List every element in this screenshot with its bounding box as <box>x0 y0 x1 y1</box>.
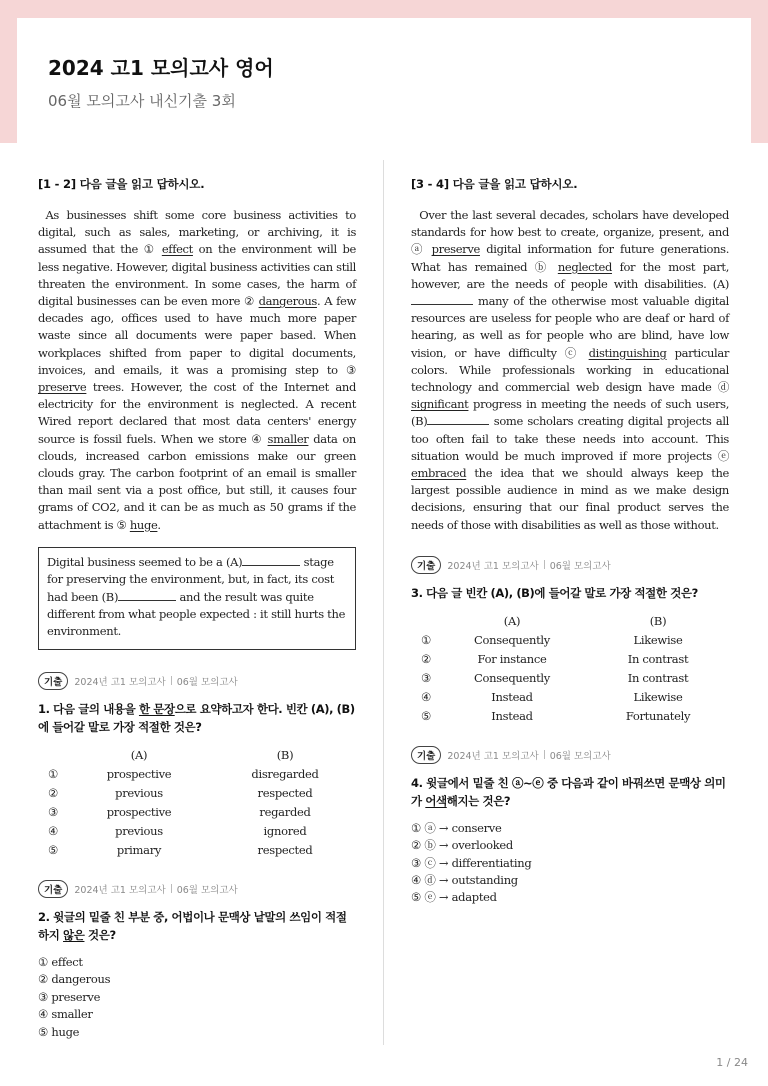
option-row[interactable]: ⑤ primary respected <box>48 843 313 858</box>
option-row[interactable]: ④ Instead Likewise <box>421 690 683 705</box>
option-row[interactable]: ② For instance In contrast <box>421 652 689 667</box>
blank-a <box>411 295 473 305</box>
question-3-options: (A) (B) ① Consequently Likewise ② For instance In contrast ③ Consequently In contrast ④ Instead Likewise ⑤ Instead Fortunately <box>411 612 729 726</box>
option-item[interactable]: ② dangerous <box>38 972 111 987</box>
question-1-title: 1. 다음 글의 내용을 한 문장으로 요약하고자 한다. 빈칸 (A), (B)에 들어갈 말로 가장 적절한 것은? <box>38 701 355 734</box>
right-column <box>411 176 729 907</box>
summary-box: Digital business seemed to be a (A) stage for preserving the environment, but, in fact, its cost had been (B) and the result was quite different from what people expected : it still hurts the environment. <box>38 547 356 650</box>
option-row[interactable]: ① prospective disregarded <box>48 767 319 782</box>
underline-c: distinguishing <box>588 345 667 360</box>
option-item[interactable]: ① effect <box>38 954 83 969</box>
q2-source: 기출 2024년 고1 모의고사 06월 모의고사 <box>38 880 356 898</box>
option-row[interactable]: ③ Consequently In contrast <box>421 671 689 686</box>
option-row[interactable]: ⑤ Instead Fortunately <box>421 709 691 724</box>
option-item[interactable]: ② ⓑ → overlooked <box>411 838 513 853</box>
underline-dangerous: dangerous <box>258 294 317 309</box>
question-4-title: 4. 윗글에서 밑줄 친 ⓐ~ⓔ 중 다음과 같이 바꿔쓰면 문맥상 의미가 어색해지는 것은? <box>411 775 726 808</box>
instruction-3-4: [3 - 4] 다음 글을 읽고 답하시오. <box>411 177 578 191</box>
q4-source: 기출 2024년 고1 모의고사 06월 모의고사 <box>411 746 729 764</box>
q3-source: 기출 2024년 고1 모의고사 06월 모의고사 <box>411 556 729 574</box>
q1-source: 기출 2024년 고1 모의고사 06월 모의고사 <box>38 672 356 690</box>
option-row[interactable]: ① Consequently Likewise <box>421 633 683 648</box>
underline-preserve: preserve <box>38 380 87 395</box>
question-4-options <box>411 820 729 907</box>
question-3-title: 3. 다음 글 빈칸 (A), (B)에 들어갈 말로 가장 적절한 것은? <box>411 585 698 600</box>
option-row[interactable]: ② previous respected <box>48 786 313 801</box>
page-subtitle: 06월 모의고사 내신기출 3회 <box>48 92 236 110</box>
source-tag: 기출 <box>38 672 68 690</box>
blank-b <box>427 415 489 425</box>
option-item[interactable]: ⑤ huge <box>38 1024 80 1039</box>
underline-d: significant <box>411 397 469 412</box>
underline-a: preserve <box>431 242 480 257</box>
underline-huge: huge <box>129 517 158 532</box>
source-tag: 기출 <box>411 556 441 574</box>
question-2-options <box>38 954 356 1041</box>
underline-b: neglected <box>557 259 612 274</box>
underline-smaller: smaller <box>267 431 309 446</box>
option-row[interactable]: ③ prospective regarded <box>48 805 311 820</box>
underline-e: embraced <box>411 466 467 481</box>
page-number: 1 / 24 <box>716 1056 748 1069</box>
option-item[interactable]: ③ ⓒ → differentiating <box>411 855 532 870</box>
question-1-options: (A) (B) ① prospective disregarded ② previous respected ③ prospective regarded ④ previous ignored ⑤ primary respected <box>38 746 356 860</box>
option-item[interactable]: ⑤ ⓔ → adapted <box>411 890 497 905</box>
option-item[interactable]: ③ preserve <box>38 989 101 1004</box>
source-tag: 기출 <box>38 880 68 898</box>
question-2-title: 2. 윗글의 밑줄 친 부분 중, 어법이나 문맥상 낱말의 쓰임이 적절하지 않은 것은? <box>38 909 347 942</box>
blank-a <box>242 556 300 566</box>
option-item[interactable]: ④ ⓓ → outstanding <box>411 873 518 888</box>
option-item[interactable]: ① ⓐ → conserve <box>411 820 502 835</box>
passage-1: As businesses shift some core business activities to digital, such as sales, marketing, or archiving, it is assumed that the ① effect on the environment will be less negative. However, digital business activities can still threaten the environment. In some cases, the harm of digital businesses can be even more ② dangerous. A few decades ago, offices used to have much more paper waste since all documents were paper based. When workplaces shifted from paper to digital documents, invoices, and emails, it was a promising step to ③ preserve trees. However, the cost of the Internet and electricity for the environment is neglected. A recent Wired report declared that most data centers' energy source is fossil fuels. When we store ④ smaller data on clouds, increased carbon emissions make our green clouds gray. The carbon footprint of an email is smaller than mail sent via a post office, but still, it causes four grams of CO2, and it can be as much as 50 grams if the attachment is ⑤ huge. <box>38 208 356 532</box>
passage-2: Over the last several decades, scholars have developed standards for how best to create, organize, present, and ⓐ preserve digital information for future generations. What has remained ⓑ neglected for the most part, however, are the needs of people with disabilities. (A) many of the otherwise most valuable digital resources are useless for people who are deaf or hard of hearing, as well as for people who are blind, have low vision, or have difficulty ⓒ distinguishing particular colors. While professionals working in educational technology and commercial web design have made ⓓ significant progress in meeting the needs of such users, (B) some scholars creating digital projects all too often fail to take these needs into account. This situation would be much improved if more projects ⓔ embraced the idea that we should always keep the largest possible audience in mind as we make design decisions, ensuring that our final product serves the needs of those with disabilities as well as those without. <box>411 208 730 532</box>
option-row[interactable]: ④ previous ignored <box>48 824 307 839</box>
underline-effect: effect <box>161 242 193 257</box>
blank-b <box>118 591 176 601</box>
left-column <box>38 176 356 1041</box>
page-title: 2024 고1 모의고사 영어 <box>48 56 274 80</box>
option-item[interactable]: ④ smaller <box>38 1007 93 1022</box>
column-divider <box>383 160 384 1045</box>
source-tag: 기출 <box>411 746 441 764</box>
instruction-1-2: [1 - 2] 다음 글을 읽고 답하시오. <box>38 177 205 191</box>
